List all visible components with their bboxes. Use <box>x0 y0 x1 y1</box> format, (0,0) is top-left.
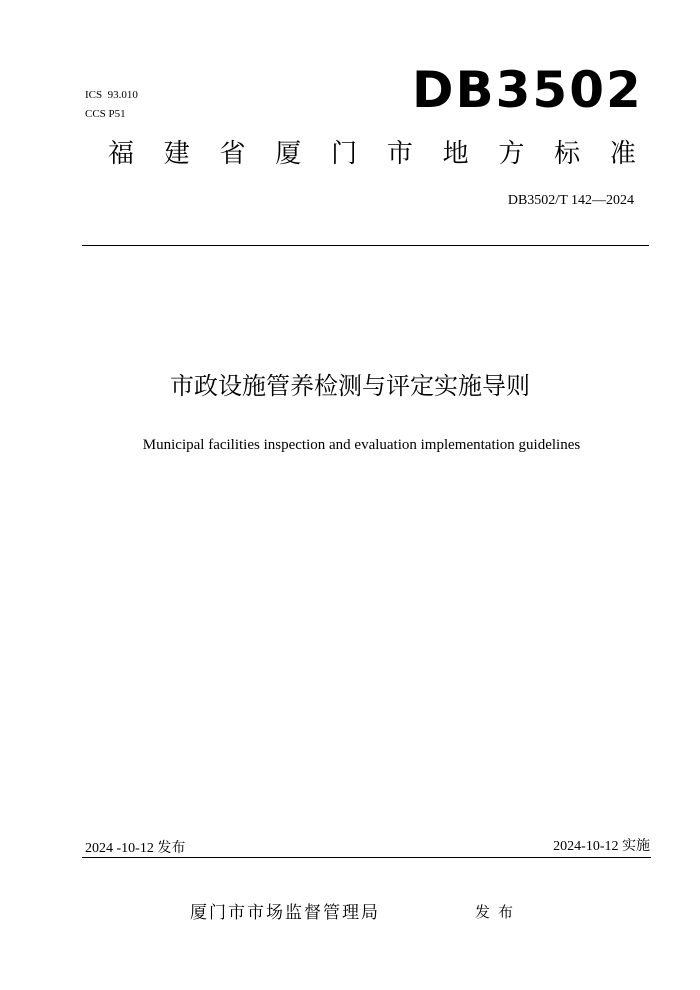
effective-date: 2024-10-12 实施 <box>553 839 650 854</box>
ics-code: ICS 93.010 <box>85 89 138 101</box>
standard-type-char: 门 <box>331 139 358 169</box>
document-title-english: Municipal facilities inspection and evaluation implementation guidelines <box>142 437 581 453</box>
issue-label: 发布 <box>475 903 522 921</box>
bottom-divider <box>82 857 651 858</box>
publish-date: 2024 -10-12 发布 <box>85 841 186 856</box>
issuing-authority: 厦门市市场监督管理局 <box>190 903 380 923</box>
standard-number: DB3502/T 142—2024 <box>507 193 634 208</box>
standard-type-char: 方 <box>498 139 525 169</box>
document-title-chinese: 市政设施管养检测与评定实施导则 <box>170 372 530 400</box>
standard-type-heading <box>108 138 636 170</box>
standard-logo: DB3502 <box>412 61 643 119</box>
standard-type-char: 厦 <box>275 139 302 169</box>
standard-type-char: 地 <box>442 139 469 169</box>
ccs-code: CCS P51 <box>85 108 126 120</box>
top-divider <box>82 245 649 246</box>
standard-type-char: 标 <box>554 139 581 169</box>
standard-type-char: 福 <box>108 139 135 169</box>
standard-type-char: 准 <box>609 139 636 169</box>
standard-type-char: 建 <box>163 139 190 169</box>
standard-type-char: 省 <box>219 139 246 169</box>
standard-type-char: 市 <box>386 139 413 169</box>
